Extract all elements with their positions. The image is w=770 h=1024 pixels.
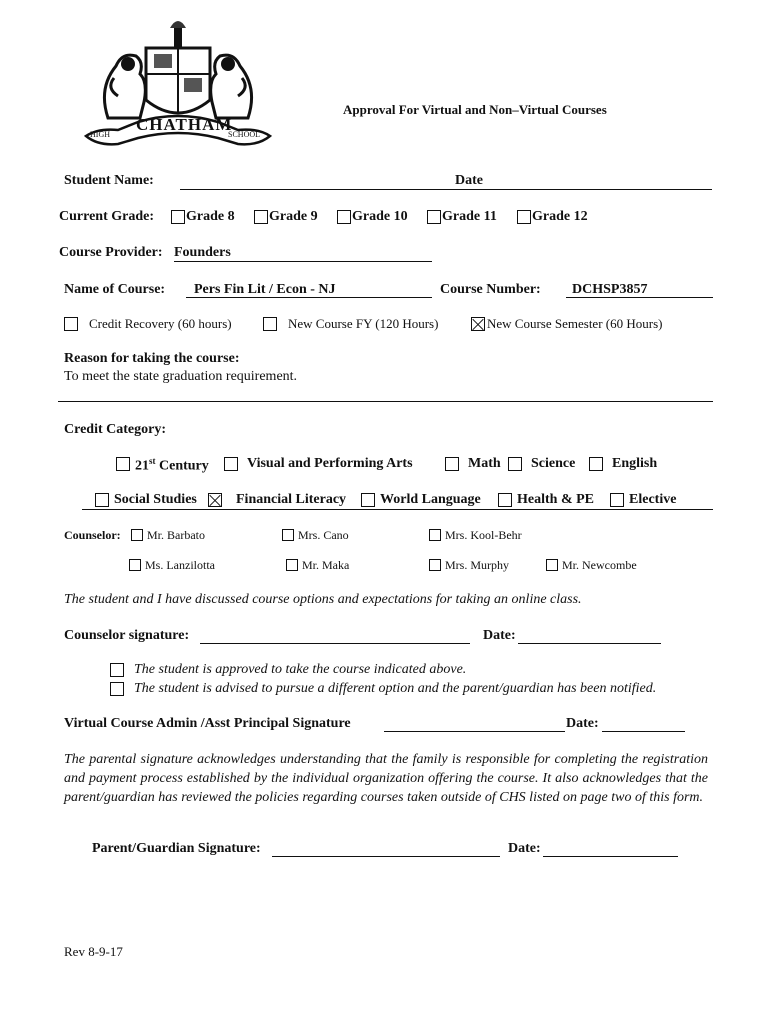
credit-world-language-checkbox[interactable] — [361, 493, 375, 507]
grade-grade-12-checkbox[interactable] — [517, 210, 531, 224]
crest-banner-right-text: SCHOOL — [228, 130, 261, 139]
approved-checkbox[interactable] — [110, 663, 124, 677]
name-of-course-underline — [186, 297, 432, 298]
date-label: Date — [455, 173, 483, 188]
credit-elective-label: Elective — [629, 492, 677, 507]
counselor-date-label: Date: — [483, 628, 516, 643]
counselor-mr-maka-label: Mr. Maka — [302, 558, 350, 572]
credit-math-checkbox[interactable] — [445, 457, 459, 471]
parent-date-label: Date: — [508, 841, 541, 856]
counselor-mr-newcombe-checkbox[interactable] — [546, 559, 558, 571]
credit-english-checkbox[interactable] — [589, 457, 603, 471]
course-provider-underline — [174, 261, 432, 262]
course-type-new-course-semester-60-hours-checkbox[interactable] — [471, 317, 485, 331]
grade-grade-10-label: Grade 10 — [352, 209, 408, 224]
advised-option-text: The student is advised to pursue a different option and the parent/guardian has been notified. — [134, 681, 657, 696]
credit-social-studies-label: Social Studies — [114, 492, 197, 507]
counselor-mr-newcombe-label: Mr. Newcombe — [562, 558, 637, 572]
grade-grade-10-checkbox[interactable] — [337, 210, 351, 224]
counselor-mrs-cano-label: Mrs. Cano — [298, 528, 349, 542]
course-provider-label: Course Provider: — [59, 245, 163, 260]
checkbox-21st-century[interactable] — [116, 457, 130, 471]
credit-science-label: Science — [531, 456, 576, 471]
admin-date-field[interactable] — [602, 731, 685, 732]
counselor-mrs-murphy-label: Mrs. Murphy — [445, 558, 510, 572]
grade-grade-11-checkbox[interactable] — [427, 210, 441, 224]
counselor-date-field[interactable] — [518, 643, 661, 644]
course-number-value[interactable]: DCHSP3857 — [572, 282, 648, 297]
section-divider — [58, 401, 713, 402]
credit-science-checkbox[interactable] — [508, 457, 522, 471]
grade-grade-12-label: Grade 12 — [532, 209, 588, 224]
crest-banner-main-text: CHATHAM — [136, 115, 233, 134]
counselor-label: Counselor: — [64, 528, 121, 542]
counselor-signature-label: Counselor signature: — [64, 628, 190, 643]
discussed-statement: The student and I have discussed course options and expectations for taking an online class. — [64, 592, 582, 607]
grade-grade-11-label: Grade 11 — [442, 209, 497, 224]
credit-category-underline — [82, 509, 713, 510]
grade-grade-8-label: Grade 8 — [186, 209, 235, 224]
credit-financial-literacy-checkbox[interactable] — [208, 493, 222, 507]
parent-signature-label: Parent/Guardian Signature: — [92, 841, 261, 856]
credit-social-studies-checkbox[interactable] — [95, 493, 109, 507]
course-provider-value[interactable]: Founders — [174, 245, 231, 260]
student-name-field[interactable] — [180, 189, 712, 190]
counselor-mrs-kool-behr-label: Mrs. Kool-Behr — [445, 528, 522, 542]
counselor-mr-maka-checkbox[interactable] — [286, 559, 298, 571]
name-of-course-label: Name of Course: — [64, 282, 166, 297]
credit-visual-and-performing-arts-checkbox[interactable] — [224, 457, 238, 471]
credit-math-label: Math — [468, 456, 501, 471]
course-number-label: Course Number: — [440, 282, 541, 297]
current-grade-label: Current Grade: — [59, 209, 154, 224]
credit-category-label: Credit Category: — [64, 422, 166, 437]
course-type-credit-recovery-60-hours-checkbox[interactable] — [64, 317, 78, 331]
course-type-new-course-fy-120-hours-label: New Course FY (120 Hours) — [288, 316, 439, 331]
century-word: Century — [155, 458, 209, 474]
credit-elective-checkbox[interactable] — [610, 493, 624, 507]
grade-grade-8-checkbox[interactable] — [171, 210, 185, 224]
credit-world-language-label: World Language — [380, 492, 481, 507]
school-crest-logo — [78, 18, 278, 153]
parental-acknowledgement-paragraph: The parental signature acknowledges understanding that the family is responsible for completing the registration and payment process established by the individual organization offering the course. It also acknowledges that the parent/guardian has reviewed the policies regarding courses taken outside of CHS listed on page two of this form. — [64, 752, 708, 805]
credit-visual-and-performing-arts-label: Visual and Performing Arts — [247, 456, 413, 471]
century-number: 21 — [135, 458, 149, 474]
admin-signature-field[interactable] — [384, 731, 565, 732]
course-type-credit-recovery-60-hours-label: Credit Recovery (60 hours) — [89, 316, 232, 331]
parent-date-field[interactable] — [543, 856, 678, 857]
credit-english-label: English — [612, 456, 658, 471]
crest-banner-left-text: HIGH — [90, 130, 110, 139]
counselor-ms-lanzilotta-checkbox[interactable] — [129, 559, 141, 571]
form-title: Approval For Virtual and Non–Virtual Courses — [343, 102, 607, 117]
admin-signature-label: Virtual Course Admin /Asst Principal Signature — [64, 716, 351, 731]
counselor-ms-lanzilotta-label: Ms. Lanzilotta — [145, 558, 215, 572]
credit-health-pe-checkbox[interactable] — [498, 493, 512, 507]
credit-health-pe-label: Health & PE — [517, 492, 594, 507]
counselor-signature-field[interactable] — [200, 643, 470, 644]
counselor-mr-barbato-checkbox[interactable] — [131, 529, 143, 541]
approved-option-text: The student is approved to take the course indicated above. — [134, 662, 467, 677]
counselor-mrs-kool-behr-checkbox[interactable] — [429, 529, 441, 541]
counselor-mrs-murphy-checkbox[interactable] — [429, 559, 441, 571]
admin-date-label: Date: — [566, 716, 599, 731]
reason-value[interactable]: To meet the state graduation requirement. — [64, 369, 298, 384]
reason-label: Reason for taking the course: — [64, 351, 240, 366]
grade-grade-9-checkbox[interactable] — [254, 210, 268, 224]
name-of-course-value[interactable]: Pers Fin Lit / Econ - NJ — [194, 282, 336, 297]
century-suffix-sup: st — [149, 456, 156, 466]
course-number-underline — [566, 297, 713, 298]
course-type-new-course-fy-120-hours-checkbox[interactable] — [263, 317, 277, 331]
advised-checkbox[interactable] — [110, 682, 124, 696]
course-type-new-course-semester-60-hours-label: New Course Semester (60 Hours) — [487, 316, 663, 331]
counselor-mrs-cano-checkbox[interactable] — [282, 529, 294, 541]
revision-label: Rev 8-9-17 — [64, 944, 123, 959]
counselor-mr-barbato-label: Mr. Barbato — [147, 528, 205, 542]
credit-financial-literacy-label: Financial Literacy — [236, 492, 347, 507]
student-name-label: Student Name: — [64, 173, 154, 188]
parent-signature-field[interactable] — [272, 856, 500, 857]
label-21st-century — [135, 456, 209, 475]
grade-grade-9-label: Grade 9 — [269, 209, 318, 224]
